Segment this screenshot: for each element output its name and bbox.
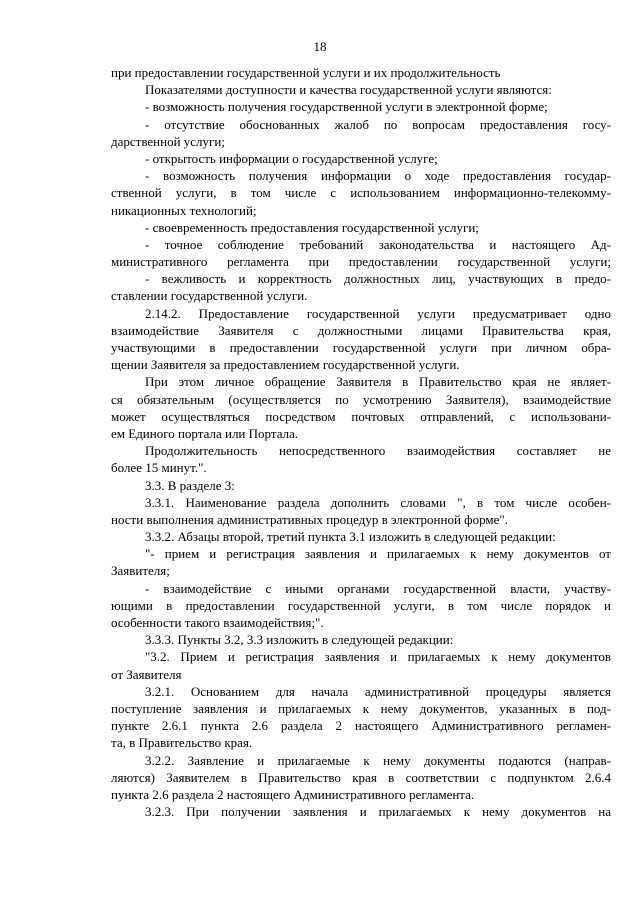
text-line: ности выполнения административных процедур в электронной форме". [111, 511, 508, 527]
text-line: ляются) Заявителем в Правительство края в соответствии с подпунктом 2.6.4 [111, 769, 611, 785]
text-line: при предоставлении государственной услуги и их продолжительность [111, 65, 501, 80]
text-line: 3.2.1. Основанием для начала административной процедуры является [145, 683, 611, 699]
text-line: дарственной услуги; [111, 133, 225, 149]
page-number: 18 [313, 39, 327, 54]
text-line: Заявителя; [111, 563, 170, 579]
text-line: - своевременность предоставления государственной услуги; [145, 219, 479, 235]
text-line: пункте 2.6.1 пункта 2.6 раздела 2 настоящего Административного регламен- [111, 718, 611, 734]
text-line: более 15 минут.". [111, 460, 207, 476]
text-line: взаимодействие Заявителя с должностными лицами Правительства края, [111, 322, 611, 338]
text-line: 3.3.2. Абзацы второй, третий пункта 3.1 изложить в следующей редакции: [145, 529, 556, 545]
text-line: ющими в предоставлении государственной услуги, в том числе порядок и [111, 597, 611, 613]
text-line: 3.3. В разделе 3: [145, 477, 235, 493]
text-line: - вежливость и корректность должностных лиц, участвующих в предо- [145, 271, 611, 287]
text-line: "- прием и регистрация заявления и прилагаемых к нему документов от [145, 546, 611, 562]
text-line: щении Заявителя за предоставлением государственной услуги. [111, 357, 460, 373]
text-line: ставлении государственной услуги. [111, 288, 308, 304]
text-line: пункта 2.6 раздела 2 настоящего Административного регламента. [111, 786, 475, 802]
text-line: 3.3.1. Наименование раздела дополнить словами ", в том числе особен- [145, 494, 611, 510]
text-line: Показателями доступности и качества государственной услуги являются: [145, 82, 552, 98]
text-line: - возможность получения государственной услуги в электронной форме; [145, 99, 548, 115]
text-line: поступление заявления и прилагаемых к нему документов, указанных в под- [111, 700, 611, 716]
text-line: от Заявителя [111, 666, 182, 682]
text-line: ем Единого портала или Портала. [111, 425, 299, 441]
text-line: 3.3.3. Пункты 3.2, 3.3 изложить в следующей редакции: [145, 632, 454, 648]
text-line: "3.2. Прием и регистрация заявления и прилагаемых к нему документов [145, 649, 611, 665]
text-line: - отсутствие обоснованных жалоб по вопросам предоставления госу- [145, 116, 611, 132]
text-line: 3.2.3. При получении заявления и прилагаемых к нему документов на [145, 804, 611, 820]
text-line: - возможность получения информации о ходе предоставления государ- [145, 168, 611, 184]
text-line: - открытость информации о государственной услуге; [145, 150, 438, 166]
text-line: - точное соблюдение требований законодательства и настоящего Ад- [145, 236, 611, 252]
text-line: особенности такого взаимодействия;". [111, 615, 324, 630]
text-line: 2.14.2. Предоставление государственной услуги предусматривает одно [145, 305, 611, 321]
text-line: При этом личное обращение Заявителя в Правительство края не являет- [145, 374, 611, 390]
text-line: участвующими в предоставлении государственной услуги при личном обра- [111, 340, 611, 355]
text-line: ся обязательным (осуществляется по усмотрению Заявителя), взаимодействие [111, 391, 611, 407]
text-line: та, в Правительство края. [111, 735, 253, 751]
text-line: - взаимодействие с иными органами государственной власти, участву- [145, 580, 611, 596]
document-body [111, 64, 611, 820]
text-line: может осуществляться посредством почтовых отправлений, с использовани- [111, 408, 611, 424]
text-line: ственной услуги, в том числе с использованием информационно-телекомму- [111, 185, 611, 201]
text-line: никационных технологий; [111, 202, 257, 218]
text-line: Продолжительность непосредственного взаимодействия составляет не [145, 443, 611, 459]
text-line: 3.2.2. Заявление и прилагаемые к нему документы подаются (направ- [145, 752, 611, 768]
text-line: министративного регламента при предоставлении государственной услуги; [111, 254, 611, 270]
